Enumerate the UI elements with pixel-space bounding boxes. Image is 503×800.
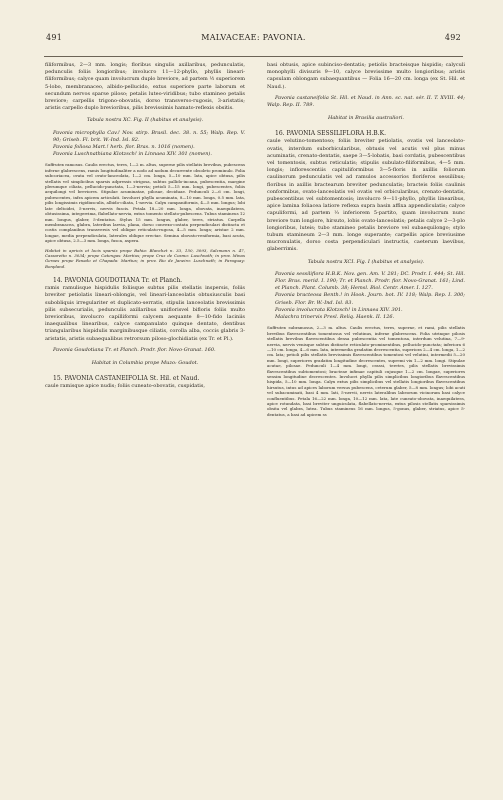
species-description: Suffrutex subramosus, 2—3 m. altus. Caulis erectus, teres, superne, et rami, pilis stellatis brevibus flavescentibus tomentosus vel velutinus, inferne glabrescens. Folia utrinque pilosis stellatis brevibus flavescentibus densa pubescentia vel tomentosa, interdum velutina, 7—9-nervia, nervis venisque subtus distincte reticulato-prominentibus, pellucido-punctata; inferiora 6—10 cm. longa, 4—6 mm. lata, intermedia gradatim decrescentia, superiora 2—4 cm. longa, 1—2 cm. lata; petioli pilis stellatis brevissimis flavescentibus tomentosi vel velutini, intermedii 5—20 mm. longi, superiores gradatim longitudine decrescentes, supremi vix 1—2 mm. longi. Stipulae acutae, pilosae. Pedunculi 1—4 mm. longi, crassi, teretes, pilis stellatis brevissimis flavescentibus subtomentosi; bracteae infimae capituli cujusque 1—2 cm. longae, superiores sensim longitudine decrescentes. Involucri phylla pilis simplicibus longioribus flavescentibus hispida, 5—10 mm. longa. Calyx extus pilis simplicibus vel stellatis longioribus flavescentibus hirsutus, intus ad apices laborum versus pubescens, ceterum glaber, 5—8 mm. longus; lobi acuti vel subacuminati, basi 4 mm. lati, 5-nervii, nervis lateralibus labeorum vicinorum basi calyce confluentibus. Petala 16—22 mm. longa, 10—12 mm. lata, late cuneato-obovata, inaequilatera, apice rotundata, basi breviter unguiculata, flabellato-nervia, extus pilosis stellatis sparsissimis obsita vel glabra, lutea. Tubus stamineus 16 mm. longus, 5-gonus, glaber, striatus, apice 5-dentatus, a basi ad apicem ss (267, 325, 465, 417)
paragraph: filiformibus, 2—3 mm. longis; floribus singulis axillaribus, pedunculatis, pedunculis foliis longioribus; involucro 11—12-phyllo, phyllis lineari-filiformibus; calyce quam involucrum duplo breviore, ad partem ½ superiorem 5-lobo, membranaceo, albido-pellucido, extus superiore parte laborum et secundum nervos sparse piloso; petalis luteo-viridibus; tubo stamineo petalis breviore; carpellis trigono-obovatis, dorso transverso-rugosis, 3-aristatis; aristis carpello duplo brevioribus, pilis brevissimis hamato-reflexis obsitis. (45, 62, 245, 112)
habitat-note: Habitat in Brasilia australiori. (327, 115, 405, 122)
synonymy (267, 271, 465, 321)
species-diagnosis: caule velutino-tomentoso; foliis breviter petiolatis, ovatis vel lanceolato-ovatis, interdum suborbicularibus, obtusis vel acutis vel plus minus acuminatis, crenato-dentatis, saepe 3—5-lobatis, basi cordatis, pubescentibus vel tomentosis, subtus reticulatis; stipulis subulato-filiformibus, 4—5 mm. longis; inflorescentiis capituliformibus 3—5-floris in axillis foliorum caulinorum pedunculatis vel ad ramulos accessorios floriferos sessilibus; floribus in axillis bractearum breviter pedunculatis; bracteis foliis caulinis conformibus, ovato-lanceolatis vel ovatis vel orbicularibus, crenato-dentatis, pubescentibus vel subtomentosis; involucro 9—11-phyllo, phyllis linearibus, apice lamina foliacea latiore reflexa supra basin affixa appendiculatis; calyce capuliformi, ad partem ⅓ inferiorem 5-partito, quam involucrum nunc breviore tum longiore, hirsuto, lobis ovato-lanceolatis; petalis calyce 2—3-plo longioribus, luteis; tubo stamineo petalis breviore vel subaequilongo; stylo tubum stamineum 2—3 mm. longe superante; carpellis apice breviusime mucronulatis, dorso costa perpendiculari instructis, caeterum laevibus, glaberrimis. (267, 138, 465, 253)
synonym-citation: Pavonia Luschnathiana Klotzsch! in Linnaea XIV. 301 (nomen). (53, 151, 212, 158)
page-number-left: 491 (46, 33, 63, 42)
synonym-citation: Pavonia castaneifolia St. Hil. et Naud. in Ann. sc. nat. sér. II. T. XVIII. 44; Walp. Rep. II. 789. (267, 94, 465, 109)
synonym-citation: Malachra trinervis Presl. Reliq. Haenk. II. 126. (275, 314, 395, 321)
plate-reference: Tabula nostra XCI. Fig. I (habitus et analysis). (307, 258, 425, 265)
habitat-note: Habitat in apricis et locis sparsis prope Bahia: Blanchet n. 33, 150, 3093, Salzmann n. 47, Cassaretto n. 3034; prope Catengas: Martius; prope Cruz de Cosmo: Luschnath; in prov. Minas Geraes prope Fanado et Chapada: Martius; in prov. Rio de Janeiro: Luschnath; in Paraguay: Bonpland. (45, 247, 245, 269)
left-column (45, 62, 245, 394)
synonymy (45, 130, 245, 159)
running-header (46, 33, 461, 45)
header-rule (44, 56, 463, 57)
synonym-citation: Pavonia bracteosa Benth.! in Hook. Journ. bot. IV. 118; Walp. Rep. I. 300; Griseb. Flor. Br. W.-Ind. Isl. 83. (275, 292, 465, 306)
synonym-citation: Pavonia microphylla Cav.! Nov. stirp. Brasil. dec. 38. n. 55; Walp. Rep. V. 90; Griseb. Fl. brit. W.-Ind. Isl. 82. (53, 129, 245, 143)
species-description: Suffrutex ramosus. Caulis erectus, teres, 1—2 m. altus, superne pilis stellatis brevibus, pubescens inferne glabrescens, ramis longitudinaliter a nodo ad nodum decurrente obsoleto prominulo. Folia subcoriacea, ovata vel ovato-lanceolata, 1—2 cm. longa, 5—10 mm. lata, apice obtusa, pilis stellatis vel simplicibus sparsis adpressis strigosa, subtus pallido-incana, pubescentia, margine plerumque ciliata, pellucido-punctata, 1—3-nervia; petioli 5—15 mm. longi, pubescentes, foliis aequilongi vel breviores. Stipulae acuminatae, pilosae, deciduae. Pedunculi 2—6 cm. longi, pubescentes, infra apicem articulati. Involucri phylla acuminata, 8—10 mm. longa, 0.5 mm. lata, pilis longissimis rigidiusculis, albido-ciliata, 1-nervia. Calyx campaniformis, 4—5 mm. longus; lobi late deltoidei, 5-nervis, nervis fuscis. Petala 18—20 mm. longa, obovata, inaequilatera, obtusissima, integerrima, flabellato-nervia, extus tomento stellato-pubescens. Tubus stamineus 12 mm. longus, glaber, 5-dentatus. Stylus 15 mm. longus, glaber, teres, striatus. Carpella membranacea, glabra, lateribus laevia, plana, dorso convexo-costata perpendiculari distincta et costis complanibus transversis vel oblique reticulato-rugosa, 4—5 mm. longa; aristae 2 mm. longae, media perpendiculata, laterales oblique erectae. Semina obovato-reniformia, basi acuta, apice obtusa, 2.5—3 mm. longa, fusca, aspera. (45, 162, 245, 244)
plate-reference: Tabula nostra XC. Fig. II (habitus et analysis). (86, 117, 204, 124)
habitat-note: Habitat in Columbia prope Muzo: Goudot. (91, 359, 199, 366)
synonym-citation: Pavonia involucrata Klotzsch! in Linnaea XIV. 301. (275, 306, 403, 313)
species-heading: 14. PAVONIA GOUDOTIANA Tr. et Planch. (53, 277, 183, 285)
running-title: MALVACEAE: PAVONIA. (201, 33, 306, 42)
synonym-citation: Pavonia foliosa Mart.! herb. flor. Bras. n. 1016 (nomen). (53, 144, 195, 151)
paragraph: basi obtusis, apice subinciso-dentatis; petiolis bracteisque hispidis; calyculi monophylli divisuris 9—10, calyce brevissime multo longioribus; aristis capsulam oblongam subaequantibus — Folia 16—20 cm. longa (ex St. Hil. et Naud.). (267, 62, 465, 90)
species-heading: 16. PAVONIA SESSILIFLORA H.B.K. (275, 130, 386, 138)
synonym-citation: Pavonia Goudotiana Tr. et Planch. Prodr. flor. Novo-Granat. 160. (53, 346, 216, 353)
page-number-right: 492 (444, 33, 461, 42)
synonym-citation: Pavonia sessiliflora H.B.K. Nov. gen. Am. V. 281; DC. Prodr. I. 444; St. Hil. Flor. Bras. merid. I. 190; Tr. et Planch. Prodr. flor. Novo-Granat. 161; Lind. et Planch. Plant. Columb. 38; Hemsl. Biol. Centr. Amer. I. 127. (275, 270, 465, 292)
species-diagnosis: ramis ramulisque hispidulis foliisque subtus pilis stellatis inspersis, foliis breviter petiolatis lineari-oblongis, vel lineari-lanceolatis obtusiusculis basi subobliquis irregulariter et duplicato-serratis, stipulis lanceolatis brevissimis pilis subsecurialis, pedunculis axillaribus uniflorisvel bifloris foliis multo brevioribus, involucro capilliformi calycem aequante 8—10-fido laciniis inaequalibus linearibus, calyce campanulato quinque dentato, dentibus triangularibus hispidulis marginibusque ciliatis, corolla alba, coccis glabris 3-aristatis, aristis subaequalibus retrorsum piloso-glochidiatis (ex Tr. et Pl.). (45, 285, 245, 342)
species-heading: 15. PAVONIA CASTANEIFOLIA St. Hil. et Naud. (53, 375, 200, 383)
species-diagnosis: caule ramisque apice nudis; foliis cuneato-obovatis, cuspidatis, (45, 383, 206, 390)
right-column (267, 62, 465, 421)
